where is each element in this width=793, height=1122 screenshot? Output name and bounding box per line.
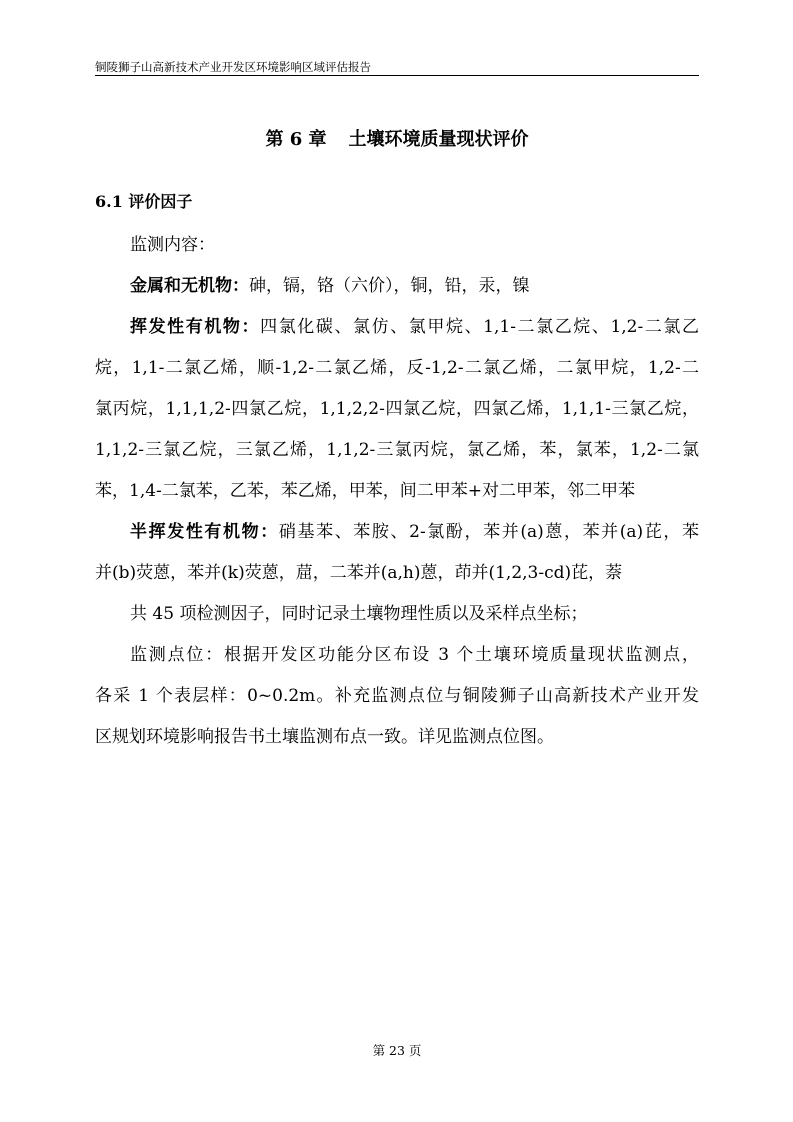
section-title: 6.1 评价因子 — [95, 192, 193, 211]
text-line — [95, 266, 699, 307]
paragraph-monitoring-intro — [95, 225, 699, 266]
text-line — [95, 512, 699, 553]
page-number: 第 23 页 — [372, 1043, 422, 1058]
paragraph-metals — [95, 266, 699, 307]
paragraph-summary — [95, 594, 699, 635]
paragraph-monitoring-points — [95, 635, 699, 758]
paragraph-voc — [95, 307, 699, 512]
text-line: 监测内容： — [130, 235, 215, 255]
text-line: 区规划环境影响报告书土壤监测布点一致。详见监测点位图。 — [95, 727, 554, 747]
voc-label: 挥发性有机物： — [130, 317, 261, 337]
text-line — [95, 307, 699, 348]
metals-text: 砷，镉，铬（六价），铜，铅，汞，镍 — [249, 276, 530, 296]
text-line: 共 45 项检测因子，同时记录土壤物理性质以及采样点坐标； — [130, 604, 588, 624]
chapter-title — [95, 128, 699, 152]
metals-label: 金属和无机物： — [130, 276, 249, 296]
chapter-name: 土壤环境质量现状评价 — [348, 129, 529, 150]
text-line: 各采 1 个表层样：0~0.2m。补充监测点位与铜陵狮子山高新技术产业开发 — [95, 686, 699, 706]
text-line: 1,1,2-三氯乙烷，三氯乙烯，1,1,2-三氯丙烷，氯乙烯，苯，氯苯，1,2-二氯 — [95, 440, 699, 460]
voc-text: 四氯化碳、氯仿、氯甲烷、1,1-二氯乙烷、1,2-二氯乙 — [260, 317, 699, 337]
text-line: 烷，1,1-二氯乙烯，顺-1,2-二氯乙烯，反-1,2-二氯乙烯，二氯甲烷，1,2-二 — [95, 358, 699, 378]
paragraph-svoc — [95, 512, 699, 594]
chapter-number: 第 6 章 — [265, 129, 327, 150]
svoc-label: 半挥发性有机物： — [130, 522, 279, 542]
document-body — [95, 225, 699, 758]
text-line: 苯，1,4-二氯苯，乙苯，苯乙烯，甲苯，间二甲苯+对二甲苯，邻二甲苯 — [95, 481, 636, 501]
running-header: 铜陵狮子山高新技术产业开发区环境影响区域评估报告 — [95, 60, 371, 74]
text-line: 并(b)荧蒽，苯并(k)荧蒽，䓛，二苯并(a,h)蒽，茚并(1,2,3-cd)芘，萘 — [95, 563, 623, 583]
text-line: 氯丙烷，1,1,1,2-四氯乙烷，1,1,2,2-四氯乙烷，四氯乙烯，1,1,1-三氯乙烷， — [95, 399, 699, 419]
text-line: 监测点位：根据开发区功能分区布设 3 个土壤环境质量现状监测点， — [130, 645, 699, 665]
header-divider — [95, 75, 699, 76]
svoc-text: 硝基苯、苯胺、2-氯酚，苯并(a)蒽，苯并(a)芘，苯 — [278, 522, 700, 542]
